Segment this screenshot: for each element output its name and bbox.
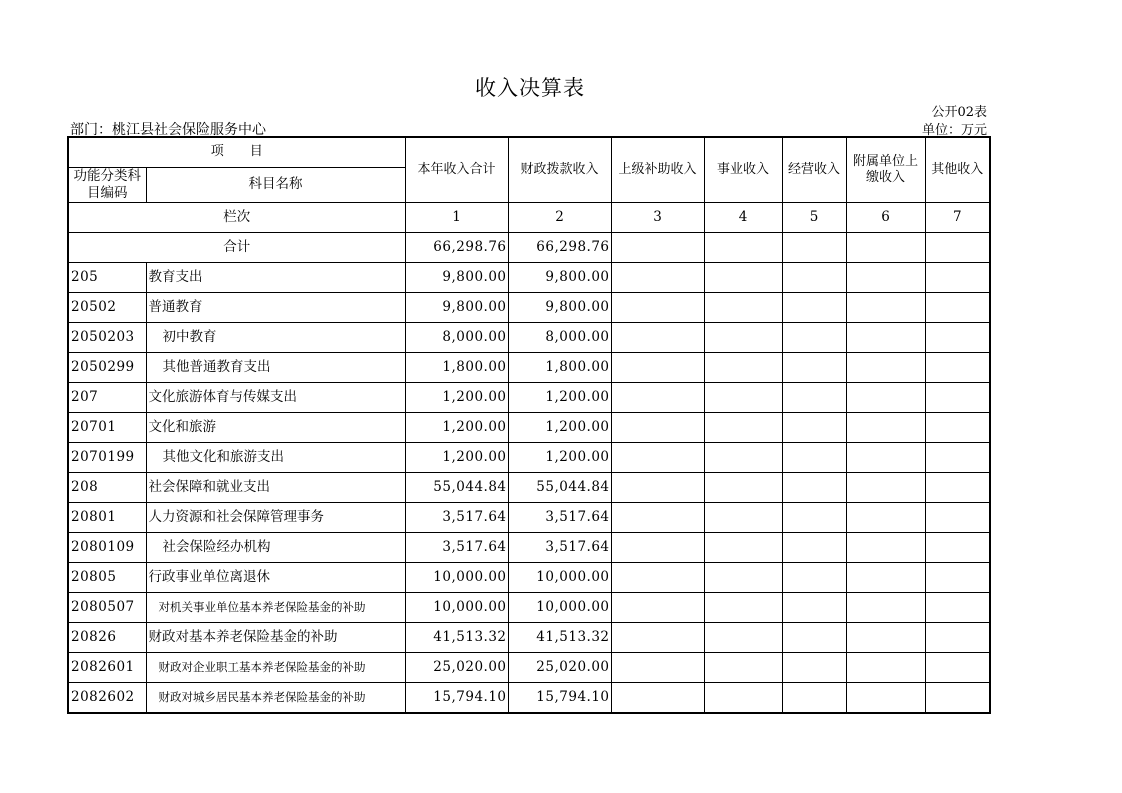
col-num-6: 6 (846, 202, 925, 232)
row-name: 文化旅游体育与传媒支出 (146, 382, 405, 412)
row-value-5 (782, 382, 846, 412)
table-row (68, 532, 990, 562)
row-value-1: 1,200.00 (405, 382, 508, 412)
row-value-4 (704, 622, 782, 652)
row-value-1: 41,513.32 (405, 622, 508, 652)
row-code: 20805 (68, 562, 146, 592)
row-value-3 (611, 442, 704, 472)
row-value-4 (704, 532, 782, 562)
column-number-row (68, 202, 990, 232)
row-value-1: 1,200.00 (405, 442, 508, 472)
row-code: 2070199 (68, 442, 146, 472)
col-header-6: 附属单位上缴收入 (846, 137, 925, 202)
row-value-7 (925, 382, 990, 412)
row-value-2: 3,517.64 (508, 532, 611, 562)
table-row (68, 682, 990, 713)
department-label: 部门：桃江县社会保险服务中心 (70, 122, 266, 138)
row-value-1: 10,000.00 (405, 562, 508, 592)
table-row (68, 592, 990, 622)
row-value-4 (704, 352, 782, 382)
row-name: 教育支出 (146, 262, 405, 292)
row-name: 初中教育 (146, 322, 405, 352)
row-value-6 (846, 412, 925, 442)
row-value-2: 15,794.10 (508, 682, 611, 713)
col-num-5: 5 (782, 202, 846, 232)
total-value-3 (611, 232, 704, 262)
row-value-1: 9,800.00 (405, 292, 508, 322)
row-value-5 (782, 592, 846, 622)
row-value-1: 25,020.00 (405, 652, 508, 682)
row-value-4 (704, 262, 782, 292)
row-value-2: 1,200.00 (508, 382, 611, 412)
row-value-3 (611, 562, 704, 592)
row-value-5 (782, 622, 846, 652)
table-row (68, 382, 990, 412)
col-header-5: 经营收入 (782, 137, 846, 202)
col-header-1: 本年收入合计 (405, 137, 508, 202)
table-row (68, 622, 990, 652)
row-value-6 (846, 562, 925, 592)
row-value-1: 9,800.00 (405, 262, 508, 292)
row-name: 财政对城乡居民基本养老保险基金的补助 (146, 682, 405, 713)
row-label: 栏次 (68, 202, 405, 232)
table-row (68, 472, 990, 502)
row-code: 2050203 (68, 322, 146, 352)
row-code: 2050299 (68, 352, 146, 382)
row-value-7 (925, 472, 990, 502)
row-value-2: 3,517.64 (508, 502, 611, 532)
table-row (68, 412, 990, 442)
row-value-6 (846, 292, 925, 322)
row-value-4 (704, 652, 782, 682)
row-code: 205 (68, 262, 146, 292)
table-row (68, 652, 990, 682)
row-value-4 (704, 682, 782, 713)
row-value-5 (782, 352, 846, 382)
row-value-6 (846, 592, 925, 622)
row-value-5 (782, 472, 846, 502)
table-row (68, 442, 990, 472)
row-name: 其他文化和旅游支出 (146, 442, 405, 472)
table-row (68, 352, 990, 382)
table-row (68, 562, 990, 592)
row-value-2: 10,000.00 (508, 562, 611, 592)
row-value-4 (704, 502, 782, 532)
row-value-2: 41,513.32 (508, 622, 611, 652)
col-num-7: 7 (925, 202, 990, 232)
form-number: 公开02表 (931, 105, 987, 120)
col-num-3: 3 (611, 202, 704, 232)
row-value-4 (704, 472, 782, 502)
total-value-2: 66,298.76 (508, 232, 611, 262)
row-value-3 (611, 262, 704, 292)
row-value-1: 55,044.84 (405, 472, 508, 502)
row-name: 财政对企业职工基本养老保险基金的补助 (146, 652, 405, 682)
row-value-4 (704, 292, 782, 322)
row-value-2: 1,800.00 (508, 352, 611, 382)
row-value-6 (846, 622, 925, 652)
row-value-6 (846, 262, 925, 292)
row-value-2: 9,800.00 (508, 262, 611, 292)
row-value-4 (704, 562, 782, 592)
row-value-4 (704, 412, 782, 442)
row-value-1: 3,517.64 (405, 532, 508, 562)
row-value-7 (925, 442, 990, 472)
row-value-7 (925, 652, 990, 682)
row-value-5 (782, 412, 846, 442)
row-name: 其他普通教育支出 (146, 352, 405, 382)
row-name: 行政事业单位离退休 (146, 562, 405, 592)
row-name: 社会保障和就业支出 (146, 472, 405, 502)
header-row-item (68, 137, 990, 168)
row-value-3 (611, 682, 704, 713)
row-value-3 (611, 292, 704, 322)
row-value-7 (925, 592, 990, 622)
row-value-5 (782, 652, 846, 682)
row-name: 普通教育 (146, 292, 405, 322)
row-value-6 (846, 652, 925, 682)
row-value-7 (925, 502, 990, 532)
row-code: 2082601 (68, 652, 146, 682)
total-value-5 (782, 232, 846, 262)
header-item: 项 目 (68, 137, 405, 168)
row-value-2: 10,000.00 (508, 592, 611, 622)
row-code: 208 (68, 472, 146, 502)
table-row (68, 292, 990, 322)
report-title: 收入决算表 (475, 76, 585, 100)
row-name: 文化和旅游 (146, 412, 405, 442)
row-value-2: 9,800.00 (508, 292, 611, 322)
row-value-7 (925, 682, 990, 713)
row-value-7 (925, 262, 990, 292)
row-value-1: 8,000.00 (405, 322, 508, 352)
income-table (67, 136, 991, 714)
total-row (68, 232, 990, 262)
row-value-2: 25,020.00 (508, 652, 611, 682)
row-value-3 (611, 412, 704, 442)
row-value-4 (704, 592, 782, 622)
row-value-7 (925, 562, 990, 592)
row-value-5 (782, 262, 846, 292)
row-code: 20826 (68, 622, 146, 652)
row-value-5 (782, 502, 846, 532)
row-value-3 (611, 652, 704, 682)
row-value-3 (611, 502, 704, 532)
row-code: 2082602 (68, 682, 146, 713)
row-name: 人力资源和社会保障管理事务 (146, 502, 405, 532)
total-value-4 (704, 232, 782, 262)
row-name: 对机关事业单位基本养老保险基金的补助 (146, 592, 405, 622)
row-value-3 (611, 382, 704, 412)
row-value-7 (925, 622, 990, 652)
row-value-6 (846, 352, 925, 382)
row-name: 财政对基本养老保险基金的补助 (146, 622, 405, 652)
row-value-4 (704, 442, 782, 472)
row-value-1: 1,800.00 (405, 352, 508, 382)
row-value-1: 15,794.10 (405, 682, 508, 713)
header-name: 科目名称 (146, 168, 405, 203)
row-code: 2080109 (68, 532, 146, 562)
row-value-3 (611, 622, 704, 652)
col-num-2: 2 (508, 202, 611, 232)
row-value-1: 10,000.00 (405, 592, 508, 622)
table-row (68, 262, 990, 292)
row-value-6 (846, 682, 925, 713)
table-row (68, 502, 990, 532)
row-value-6 (846, 502, 925, 532)
row-value-3 (611, 472, 704, 502)
row-name: 社会保险经办机构 (146, 532, 405, 562)
unit-label: 单位：万元 (921, 123, 987, 138)
row-code: 207 (68, 382, 146, 412)
row-value-7 (925, 292, 990, 322)
row-value-3 (611, 322, 704, 352)
row-value-7 (925, 412, 990, 442)
row-value-5 (782, 322, 846, 352)
row-value-4 (704, 382, 782, 412)
total-value-7 (925, 232, 990, 262)
row-value-5 (782, 442, 846, 472)
col-header-3: 上级补助收入 (611, 137, 704, 202)
col-header-4: 事业收入 (704, 137, 782, 202)
row-value-3 (611, 352, 704, 382)
row-value-2: 1,200.00 (508, 442, 611, 472)
total-value-1: 66,298.76 (405, 232, 508, 262)
row-value-6 (846, 322, 925, 352)
row-value-5 (782, 292, 846, 322)
total-label: 合计 (68, 232, 405, 262)
col-header-7: 其他收入 (925, 137, 990, 202)
row-value-6 (846, 532, 925, 562)
row-value-5 (782, 532, 846, 562)
row-value-2: 1,200.00 (508, 412, 611, 442)
col-num-1: 1 (405, 202, 508, 232)
header-code: 功能分类科目编码 (68, 168, 146, 203)
row-code: 20801 (68, 502, 146, 532)
row-value-1: 3,517.64 (405, 502, 508, 532)
row-value-5 (782, 682, 846, 713)
row-value-6 (846, 472, 925, 502)
row-value-7 (925, 352, 990, 382)
row-value-1: 1,200.00 (405, 412, 508, 442)
row-value-2: 8,000.00 (508, 322, 611, 352)
row-value-3 (611, 532, 704, 562)
row-value-6 (846, 382, 925, 412)
row-code: 20502 (68, 292, 146, 322)
row-value-7 (925, 532, 990, 562)
col-num-4: 4 (704, 202, 782, 232)
row-value-7 (925, 322, 990, 352)
row-value-2: 55,044.84 (508, 472, 611, 502)
row-code: 2080507 (68, 592, 146, 622)
row-code: 20701 (68, 412, 146, 442)
table-row (68, 322, 990, 352)
col-header-2: 财政拨款收入 (508, 137, 611, 202)
row-value-4 (704, 322, 782, 352)
total-value-6 (846, 232, 925, 262)
row-value-5 (782, 562, 846, 592)
row-value-3 (611, 592, 704, 622)
row-value-6 (846, 442, 925, 472)
